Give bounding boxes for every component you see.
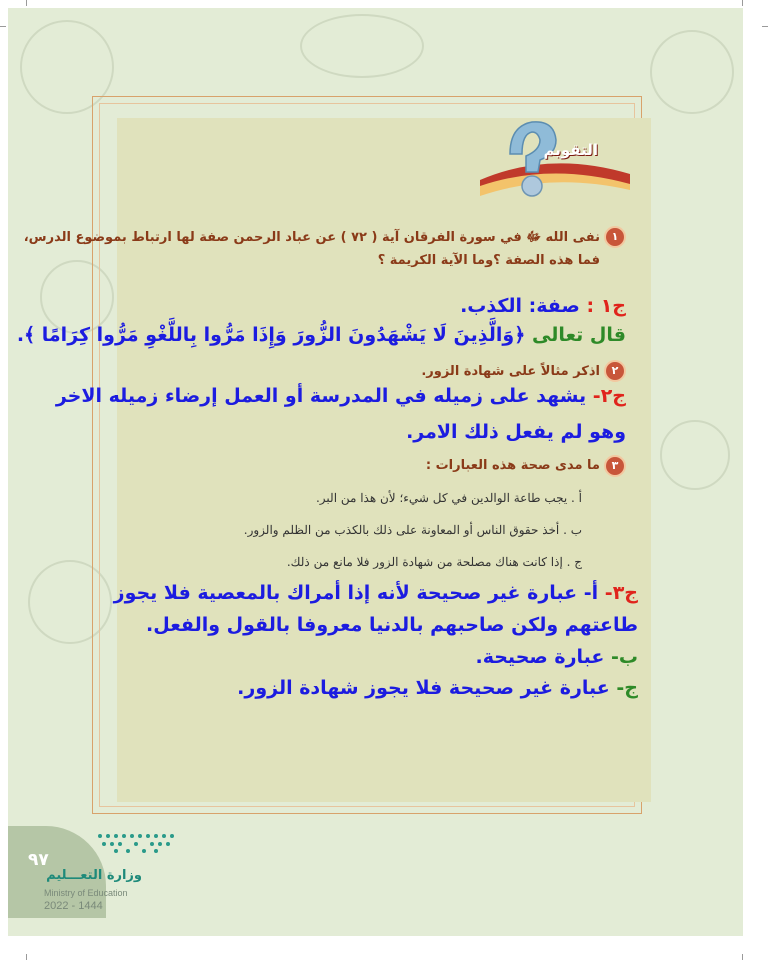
verse-text: ﴿وَالَّذِينَ لَا يَشْهَدُونَ الزُّورَ وَإِذَا مَرُّوا بِاللَّغْوِ مَرُّوا كِرَامًا ﴾. bbox=[16, 324, 526, 346]
edition-year: 2022 - 1444 bbox=[44, 900, 103, 912]
crop-mark bbox=[762, 26, 768, 27]
answer-1-line-2 bbox=[17, 324, 626, 346]
answer-2-text: يشهد على زميله في المدرسة أو العمل إرضاء زميله الاخر bbox=[55, 385, 587, 407]
statement-item: ج . إذا كانت هناك مصلحة من شهادة الزور فلا مانع من ذلك. bbox=[286, 555, 582, 569]
ministry-logo-icon bbox=[96, 830, 178, 854]
pattern-ornament bbox=[660, 420, 730, 490]
question-2-text: اذكر مثالاً على شهادة الزور. bbox=[421, 364, 600, 379]
answer-3-c bbox=[237, 677, 638, 699]
answer-3-b bbox=[476, 646, 639, 668]
answer-3-c-text: عبارة غير صحيحة فلا يجوز شهادة الزور. bbox=[237, 677, 610, 699]
answer-1-prefix: ج١ : bbox=[586, 295, 626, 317]
crop-mark bbox=[742, 0, 743, 6]
question-number-badge: ٢ bbox=[604, 360, 626, 382]
question-number-badge: ٣ bbox=[604, 455, 626, 477]
question-1-line-2: فما هذه الصفة ؟وما الآية الكريمة ؟ bbox=[377, 253, 600, 268]
verse-intro: قال تعالى bbox=[531, 324, 626, 346]
pattern-ornament bbox=[300, 14, 424, 78]
answer-2-line-1 bbox=[56, 385, 626, 407]
crop-mark bbox=[26, 954, 27, 960]
question-1-line-1: نفى الله ﷻ في سورة الفرقان آية ( ٧٢ ) عن عباد الرحمن صفة لها ارتباط بموضوع الدرس، bbox=[23, 230, 600, 245]
page-number: ٩٧ bbox=[28, 850, 49, 870]
answer-3-b-text: عبارة صحيحة. bbox=[475, 646, 605, 668]
question-number-badge: ١ bbox=[604, 226, 626, 248]
answer-3-prefix: ج٣- bbox=[604, 582, 638, 604]
answer-2-prefix: ج٢- bbox=[592, 385, 626, 407]
answer-3-line-1 bbox=[114, 582, 638, 604]
answer-3-c-label: ج- bbox=[616, 677, 638, 699]
ministry-name-en: Ministry of Education bbox=[44, 888, 128, 898]
answer-3-text: أ- عبارة غير صحيحة لأنه إذا أمراك بالمعصية فلا يجوز bbox=[113, 582, 599, 604]
answer-1-text: صفة: الكذب. bbox=[460, 295, 580, 317]
question-3-text: ما مدى صحة هذه العبارات : bbox=[425, 458, 600, 473]
answer-1-line-1 bbox=[460, 295, 626, 317]
answer-3-b-label: ب- bbox=[611, 646, 638, 668]
crop-mark bbox=[0, 26, 6, 27]
statement-item: ب . أخذ حقوق الناس أو المعاونة على ذلك بالكذب من الظلم والزور. bbox=[243, 523, 582, 537]
ministry-name-ar: وزارة التعـــليم bbox=[46, 868, 142, 883]
crop-mark bbox=[742, 954, 743, 960]
statement-item: أ . يجب طاعة الوالدين في كل شيء؛ لأن هذا من البر. bbox=[315, 491, 582, 505]
section-title: التقويم bbox=[543, 141, 598, 159]
answer-3-line-2: طاعتهم ولكن صاحبهم بالدنيا معروفا بالقول والفعل. bbox=[146, 614, 638, 636]
answer-2-line-2: وهو لم يفعل ذلك الامر. bbox=[406, 421, 626, 443]
crop-mark bbox=[26, 0, 27, 6]
pattern-ornament bbox=[650, 30, 734, 114]
